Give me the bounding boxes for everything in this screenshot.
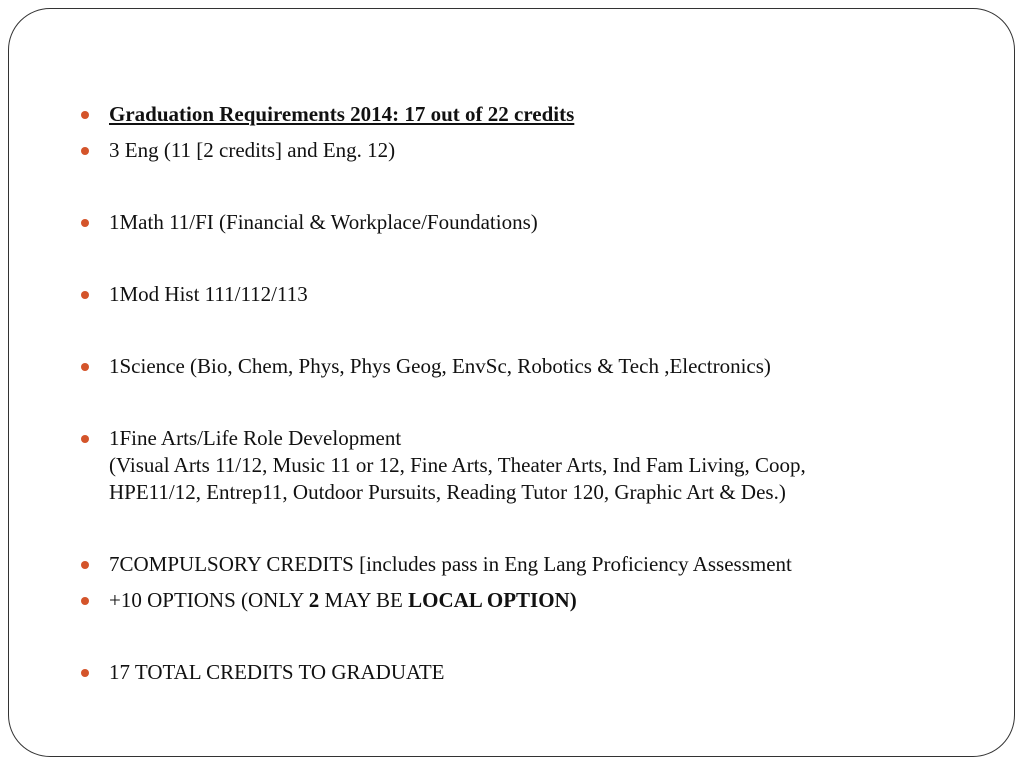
fine-arts-title: 1Fine Arts/Life Role Development [109,426,402,450]
options-local-label: LOCAL OPTION) [408,588,577,612]
history-requirement: 1Mod Hist 111/112/113 [109,282,308,306]
options-text-part2: MAY BE [319,588,409,612]
compulsory-credits: 7COMPULSORY CREDITS [includes pass in Eng Lang Proficiency Assessment [109,552,792,576]
options-local-count: 2 [308,588,320,612]
list-item-english [81,137,981,164]
list-item-heading [81,101,981,128]
total-credits: 17 TOTAL CREDITS TO GRADUATE [109,660,445,684]
science-requirement: 1Science (Bio, Chem, Phys, Phys Geog, EnvSc, Robotics & Tech ,Electronics) [109,354,771,378]
list-item-history [81,281,981,308]
requirements-heading: Graduation Requirements 2014: 17 out of 22 credits [109,102,575,126]
list-item-total [81,659,981,686]
fine-arts-courses-line2: HPE11/12, Entrep11, Outdoor Pursuits, Reading Tutor 120, Graphic Art & Des.) [109,480,786,504]
bullet-dot [81,363,89,371]
list-item-options [81,587,981,614]
list-item-science [81,353,981,380]
math-requirement: 1Math 11/FI (Financial & Workplace/Foundations) [109,210,538,234]
bullet-dot [81,561,89,569]
bullet-dot [81,597,89,605]
english-requirement: 3 Eng (11 [2 credits] and Eng. 12) [109,138,396,162]
bullet-dot [81,435,89,443]
bullet-dot [81,291,89,299]
bullet-dot [81,219,89,227]
bullet-dot [81,111,89,119]
options-text-part1: +10 OPTIONS (ONLY [109,588,309,612]
list-item-math [81,209,981,236]
bullet-dot [81,147,89,155]
bullet-list [81,101,981,686]
fine-arts-courses-line1: (Visual Arts 11/12, Music 11 or 12, Fine Arts, Theater Arts, Ind Fam Living, Coop, [109,453,806,477]
list-item-fine-arts [81,425,981,506]
bullet-dot [81,669,89,677]
list-item-compulsory [81,551,981,578]
slide-frame [8,8,1015,757]
